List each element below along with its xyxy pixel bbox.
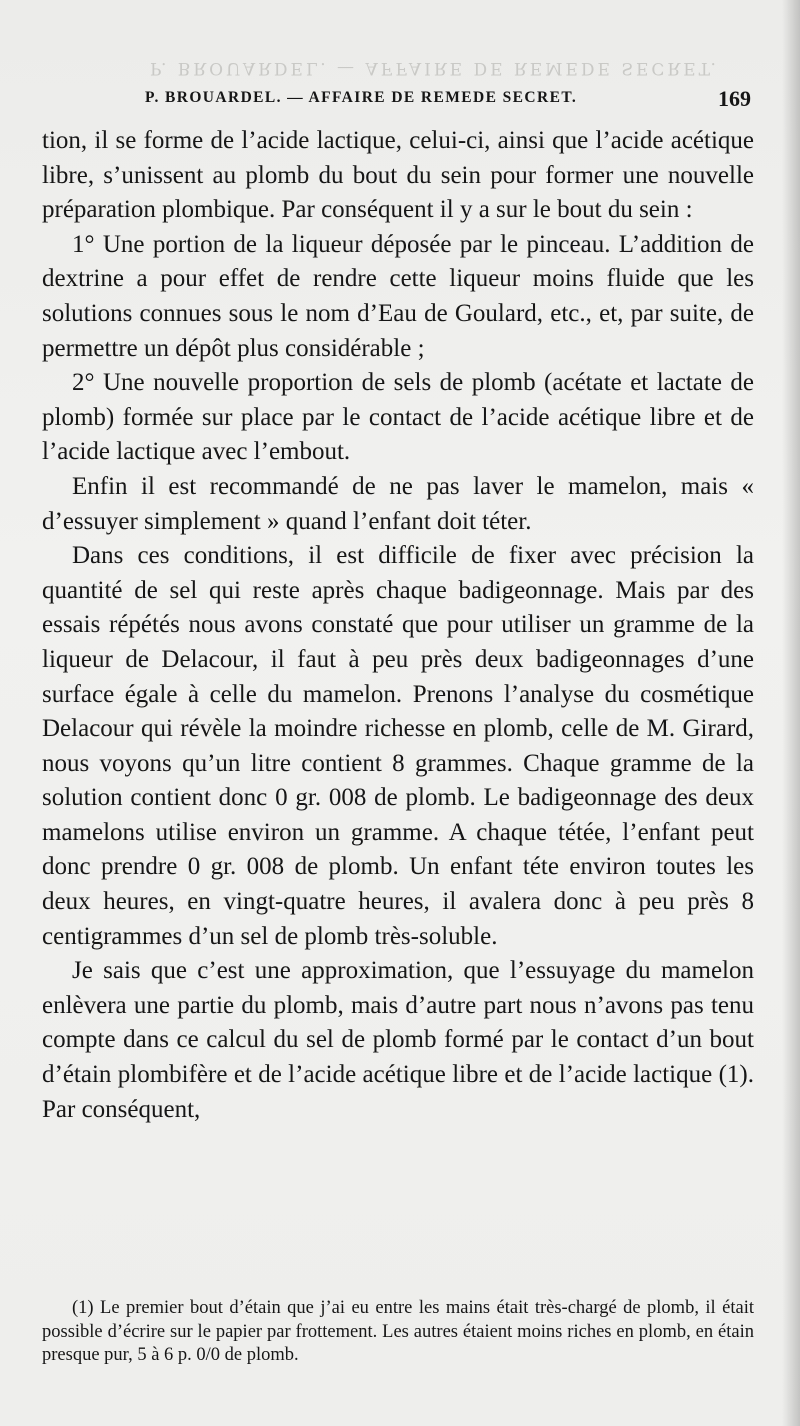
paragraph: 1° Une portion de la liqueur déposée par le pinceau. L’addition de dextrine a pour effet de rendre cette liqueur moins fluide que les solutions connues sous le nom d’Eau de Goulard, etc., et, par suite, de permettre un dépôt plus considérable ; (42, 230, 754, 362)
footnotes (42, 1297, 754, 1368)
paragraph: Enfin il est recommandé de ne pas laver le mamelon, mais « d’essuyer simplement » quand l’enfant doit téter. (42, 472, 754, 535)
paragraph: tion, il se forme de l’acide lactique, celui-ci, ainsi que l’acide acétique libre, s’unissent au plomb du bout du sein pour former une nouvelle préparation plombique. Par conséquent il y a sur le bout du sein : (42, 127, 754, 224)
page-edge-shadow (782, 0, 800, 1426)
paragraph: Je sais que c’est une approximation, que l’essuyage du mamelon enlèvera une partie du plomb, mais d’autre part nous n’avons pas tenu compte dans ce calcul du sel de plomb formé par le contact d’un bout d’étain plombifère et de l’acide acétique libre et de l’acide lactique (1). Par conséquent, (42, 957, 754, 1123)
header-title: P. BROUARDEL. — AFFAIRE DE REMEDE SECRET. (145, 89, 578, 106)
main-text (42, 124, 754, 1127)
footnote: (1) Le premier bout d’étain que j’ai eu entre les mains était très-chargé de plomb, il était possible d’écrire sur le papier par frottement. Les autres étaient moins riches en plomb, en étain presque pur, 5 à 6 p. 0/0 de plomb. (42, 1298, 754, 1365)
page-number: 169 (718, 86, 751, 111)
paragraph: 2° Une nouvelle proportion de sels de plomb (acétate et lactate de plomb) formée sur place par le contact de l’acide acétique libre et de l’acide lactique avec l’embout. (42, 369, 754, 466)
paragraph: Dans ces conditions, il est difficile de fixer avec précision la quantité de sel qui reste après chaque badigeonnage. Mais par des essais répétés nous avons constaté que pour utiliser un gramme de la liqueur de Delacour, il faut à peu près deux badigeonnages d’une surface égale à celle du mamelon. Prenons l’analyse du cosmétique Delacour qui révèle la moindre richesse en plomb, celle de M. Girard, nous voyons qu’un litre contient 8 grammes. Chaque gramme de la solution contient donc 0 gr. 008 de plomb. Le badigeonnage des deux mamelons utilise environ un gramme. A chaque tétée, l’enfant peut donc prendre 0 gr. 008 de plomb. Un enfant téte environ toutes les deux heures, en vingt-quatre heures, il avalera donc à peu près 8 centigrammes d’un sel de plomb très-soluble. (42, 542, 754, 950)
bleed-through-header: P. BROUARDEL. — AFFAIRE DE REMEDE SECRET. (150, 58, 719, 78)
running-header (145, 86, 755, 114)
